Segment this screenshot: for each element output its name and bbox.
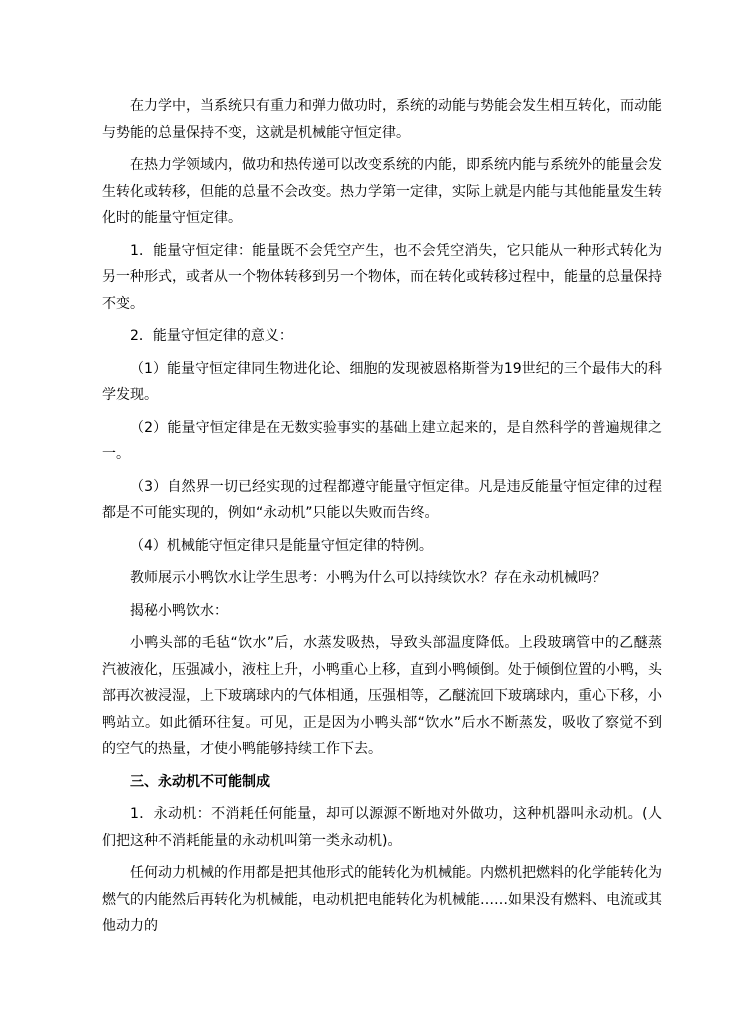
paragraph-perpetual-motion-definition: 1．永动机：不消耗任何能量，却可以源源不断地对外做功，这种机器叫永动机。(人们把这种不消耗能量的永动机叫第一类永动机)。 <box>102 806 662 849</box>
paragraph-law-definition: 1．能量守恒定律：能量既不会凭空产生，也不会凭空消失，它只能从一种形式转化为另一种形式，或者从一个物体转移到另一个物体，而在转化或转移过程中，能量的总量保持不变。 <box>102 242 662 312</box>
paragraph-significance-3: （3）自然界一切已经实现的过程都遵守能量守恒定律。凡是违反能量守恒定律的过程都是不可能实现的，例如“永动机”只能以失败而告终。 <box>102 478 662 521</box>
document-body <box>102 93 662 940</box>
paragraph-power-machinery: 任何动力机械的作用都是把其他形式的能转化为机械能。内燃机把燃料的化学能转化为燃气的内能然后再转化为机械能，电动机把电能转化为机械能……如果没有燃料、电流或其他动力的 <box>102 865 662 934</box>
section-heading-perpetual-motion: 三、永动机不可能制成 <box>130 773 270 790</box>
paragraph-teacher-demo: 教师展示小鸭饮水让学生思考：小鸭为什么可以持续饮水？存在永动机械吗？ <box>130 570 606 586</box>
paragraph-thermodynamics: 在热力学领域内，做功和热传递可以改变系统的内能，即系统内能与系统外的能量会发生转化或转移，但能的总量不会改变。热力学第一定律，实际上就是内能与其他能量发生转化时的能量守恒定律。 <box>102 157 662 226</box>
paragraph-significance-4: （4）机械能守恒定律只是能量守恒定律的特例。 <box>130 537 433 554</box>
paragraph-duck-reveal-heading: 揭秘小鸭饮水： <box>130 602 228 619</box>
paragraph-law-significance-heading: 2．能量守恒定律的意义： <box>130 328 293 344</box>
paragraph-mechanical-energy: 在力学中，当系统只有重力和弹力做功时，系统的动能与势能会发生相互转化，而动能与势能的总量保持不变，这就是机械能守恒定律。 <box>102 98 662 141</box>
paragraph-significance-2: （2）能量守恒定律是在无数实验事实的基础上建立起来的，是自然科学的普遍规律之一。 <box>102 419 662 462</box>
paragraph-duck-explanation: 小鸭头部的毛毡“饮水”后，水蒸发吸热，导致头部温度降低。上段玻璃管中的乙醚蒸汽被液化，压强减小，液柱上升，小鸭重心上移，直到小鸭倾倒。处于倾倒位置的小鸭，头部再次被浸湿，上下玻璃球内的气体相通，压强相等，乙醚流回下玻璃球内，重心下移，小鸭站立。如此循环往复。可见，正是因为小鸭头部“饮水”后水不断蒸发，吸收了察觉不到的空气的热量，才使小鸭能够持续工作下去。 <box>102 635 662 757</box>
paragraph-significance-1: （1）能量守恒定律同生物进化论、细胞的发现被恩格斯誉为19世纪的三个最伟大的科学发现。 <box>102 360 662 403</box>
